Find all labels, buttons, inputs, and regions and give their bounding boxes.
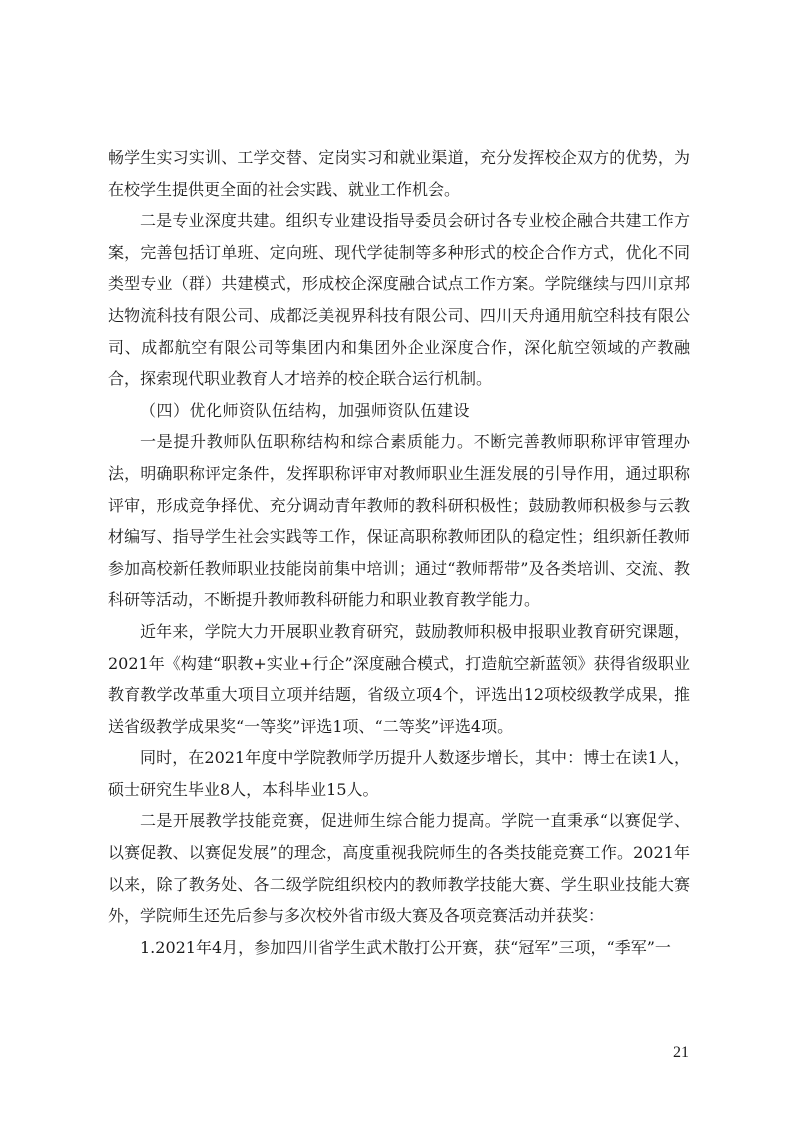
section-heading: （四）优化师资队伍结构，加强师资队伍建设 [140, 400, 471, 420]
paragraph-2: 二是专业深度共建。组织专业建设指导委员会研讨各专业校企融合共建工作方案，完善包括订单班、定向班、现代学徒制等多种形式的校企合作方式，优化不同类型专业（群）共建模式，形成校企深度融合试点工作方案。学院继续与四川京邦达物流科技有限公司、成都泛美视界科技有限公司、四川天舟通用航空科技有限公司、成都航空有限公司等集团内和集团外企业深度合作，深化航空领域的产教融合，探索现代职业教育人才培养的校企联合运行机制。 [108, 211, 690, 389]
paragraph-7: 二是开展教学技能竞赛，促进师生综合能力提高。学院一直秉承“以赛促学、以赛促教、以赛促发展”的理念，高度重视我院师生的各类技能竞赛工作。2021年以来，除了教务处、各二级学院组织校内的教师教学技能大赛、学生职业技能大赛外，学院师生还先后参与多次校外省市级大赛及各项竞赛活动并获奖： [108, 811, 690, 926]
paragraph-6: 同时，在2021年度中学院教师学历提升人数逐步增长，其中：博士在读1人，硕士研究生毕业8人，本科毕业15人。 [108, 748, 690, 799]
paragraph-5: 近年来，学院大力开展职业教育研究，鼓励教师积极申报职业教育研究课题，2021年《构建“职教+实业+行企”深度融合模式，打造航空新蓝领》获得省级职业教育教学改革重大项目立项并结题，省级立项4个，评选出12项校级教学成果，推送省级教学成果奖“一等奖”评选1项、“二等奖”评选4项。 [108, 621, 690, 736]
paragraph-4: 一是提升教师队伍职称结构和综合素质能力。不断完善教师职称评审管理办法，明确职称评定条件，发挥职称评审对教师职业生涯发展的引导作用，通过职称评审，形成竞争择优、充分调动青年教师的教科研积极性；鼓励教师积极参与云教材编写、指导学生社会实践等工作，保证高职称教师团队的稳定性；组织新任教师参加高校新任教师职业技能岗前集中培训；通过“教师帮带”及各类培训、交流、教科研等活动，不断提升教师教科研能力和职业教育教学能力。 [108, 432, 690, 610]
paragraph-1: 畅学生实习实训、工学交替、定岗实习和就业渠道，充分发挥校企双方的优势，为在校学生提供更全面的社会实践、就业工作机会。 [108, 148, 690, 199]
page-number: 21 [673, 1044, 689, 1061]
body-text [108, 142, 690, 963]
paragraph-8: 1.2021年4月，参加四川省学生武术散打公开赛，获“冠军”三项，“季军”一 [140, 937, 671, 957]
